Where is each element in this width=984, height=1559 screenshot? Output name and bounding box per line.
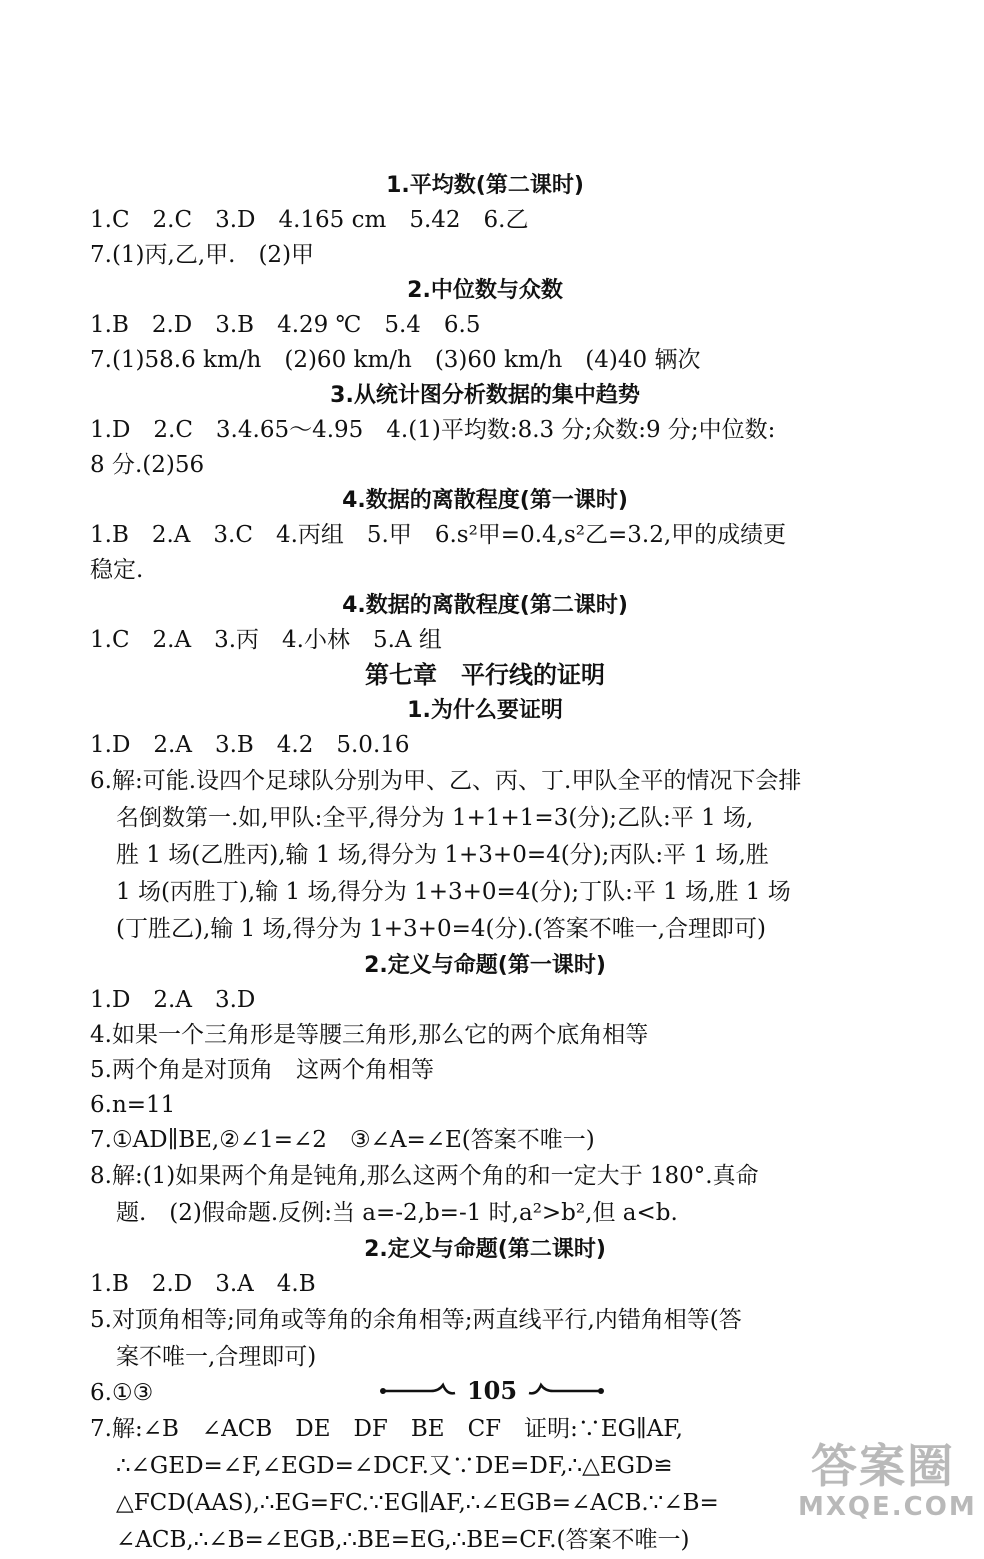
- section-heading: 1.平均数(第二课时): [386, 173, 584, 198]
- answer-line: 案不唯一,合理即可): [116, 1344, 317, 1370]
- section-heading: 4.数据的离散程度(第一课时): [342, 488, 628, 513]
- page-footer: [0, 1376, 984, 1405]
- answer-line: 6.解:可能.设四个足球队分别为甲、乙、丙、丁.甲队全平的情况下会排: [90, 768, 802, 794]
- answer-line: 1.D 2.C 3.4.65～4.95 4.(1)平均数:8.3 分;众数:9 分;中位数:: [90, 417, 776, 443]
- answer-line: 7.解:∠B ∠ACB DE DF BE CF 证明:∵EG∥AF,: [90, 1416, 683, 1442]
- left-ornament-icon: [379, 1381, 459, 1401]
- answer-line: 1 场(丙胜丁),输 1 场,得分为 1+3+0=4(分);丁队:平 1 场,胜 1 场: [116, 879, 791, 905]
- chapter-title: 第七章 平行线的证明: [365, 661, 605, 689]
- section-heading: 2.定义与命题(第二课时): [364, 1237, 606, 1262]
- section-heading: 2.中位数与众数: [407, 278, 563, 303]
- watermark-logo: 答案圈: [811, 1439, 955, 1493]
- section-heading: 2.定义与命题(第一课时): [364, 953, 606, 978]
- answer-line: (丁胜乙),输 1 场,得分为 1+3+0=4(分).(答案不唯一,合理即可): [116, 916, 766, 942]
- answer-line: 6.n=11: [90, 1092, 176, 1118]
- answer-line: 胜 1 场(乙胜丙),输 1 场,得分为 1+3+0=4(分);丙队:平 1 场,胜: [116, 842, 769, 868]
- answer-line: 5.两个角是对顶角 这两个角相等: [90, 1057, 434, 1083]
- answer-line: 名倒数第一.如,甲队:全平,得分为 1+1+1=3(分);乙队:平 1 场,: [116, 805, 754, 831]
- section-heading: 3.从统计图分析数据的集中趋势: [330, 383, 640, 408]
- answer-line: 4.如果一个三角形是等腰三角形,那么它的两个底角相等: [90, 1022, 649, 1048]
- answer-line: 1.B 2.D 3.B 4.29 ℃ 5.4 6.5: [90, 312, 481, 338]
- answer-line: 1.B 2.A 3.C 4.丙组 5.甲 6.s²甲=0.4,s²乙=3.2,甲的成绩更: [90, 522, 787, 548]
- answer-line: △FCD(AAS),∴EG=FC.∵EG∥AF,∴∠EGB=∠ACB.∵∠B=: [116, 1490, 719, 1516]
- answer-line: 5.对顶角相等;同角或等角的余角相等;两直线平行,内错角相等(答: [90, 1307, 742, 1333]
- answer-line: 8 分.(2)56: [90, 452, 205, 478]
- answer-content: [90, 168, 880, 1559]
- answer-line: 1.D 2.A 3.B 4.2 5.0.16: [90, 732, 410, 758]
- answer-line: 题. (2)假命题.反例:当 a=-2,b=-1 时,a²>b²,但 a<b.: [116, 1200, 678, 1226]
- answer-line: 8.解:(1)如果两个角是钝角,那么这两个角的和一定大于 180°.真命: [90, 1163, 759, 1189]
- answer-line: 1.C 2.A 3.丙 4.小林 5.A 组: [90, 627, 442, 653]
- answer-line: ∠ACB,∴∠B=∠EGB,∴BE=EG,∴BE=CF.(答案不唯一): [116, 1527, 690, 1553]
- answer-line: ∴∠GED=∠F,∠EGD=∠DCF.又∵DE=DF,∴△EGD≌: [116, 1453, 673, 1479]
- answer-line: 1.C 2.C 3.D 4.165 cm 5.42 6.乙: [90, 207, 529, 233]
- right-ornament-icon: [525, 1381, 605, 1401]
- watermark-site: MXQE.COM: [798, 1492, 977, 1522]
- section-heading: 4.数据的离散程度(第二课时): [342, 593, 628, 618]
- answer-line: 稳定.: [90, 557, 144, 583]
- answer-line: 7.①AD∥BE,②∠1=∠2 ③∠A=∠E(答案不唯一): [90, 1127, 595, 1153]
- answer-line: 6.①③: [90, 1380, 154, 1406]
- answer-line: 7.(1)丙,乙,甲. (2)甲: [90, 242, 315, 268]
- watermark: [798, 1439, 977, 1530]
- section-heading: 1.为什么要证明: [407, 698, 563, 723]
- answer-line: 7.(1)58.6 km/h (2)60 km/h (3)60 km/h (4)40 辆次: [90, 347, 701, 373]
- answer-line: 1.B 2.D 3.A 4.B: [90, 1271, 316, 1297]
- page-number: 105: [466, 1376, 518, 1405]
- answer-line: 1.D 2.A 3.D: [90, 987, 256, 1013]
